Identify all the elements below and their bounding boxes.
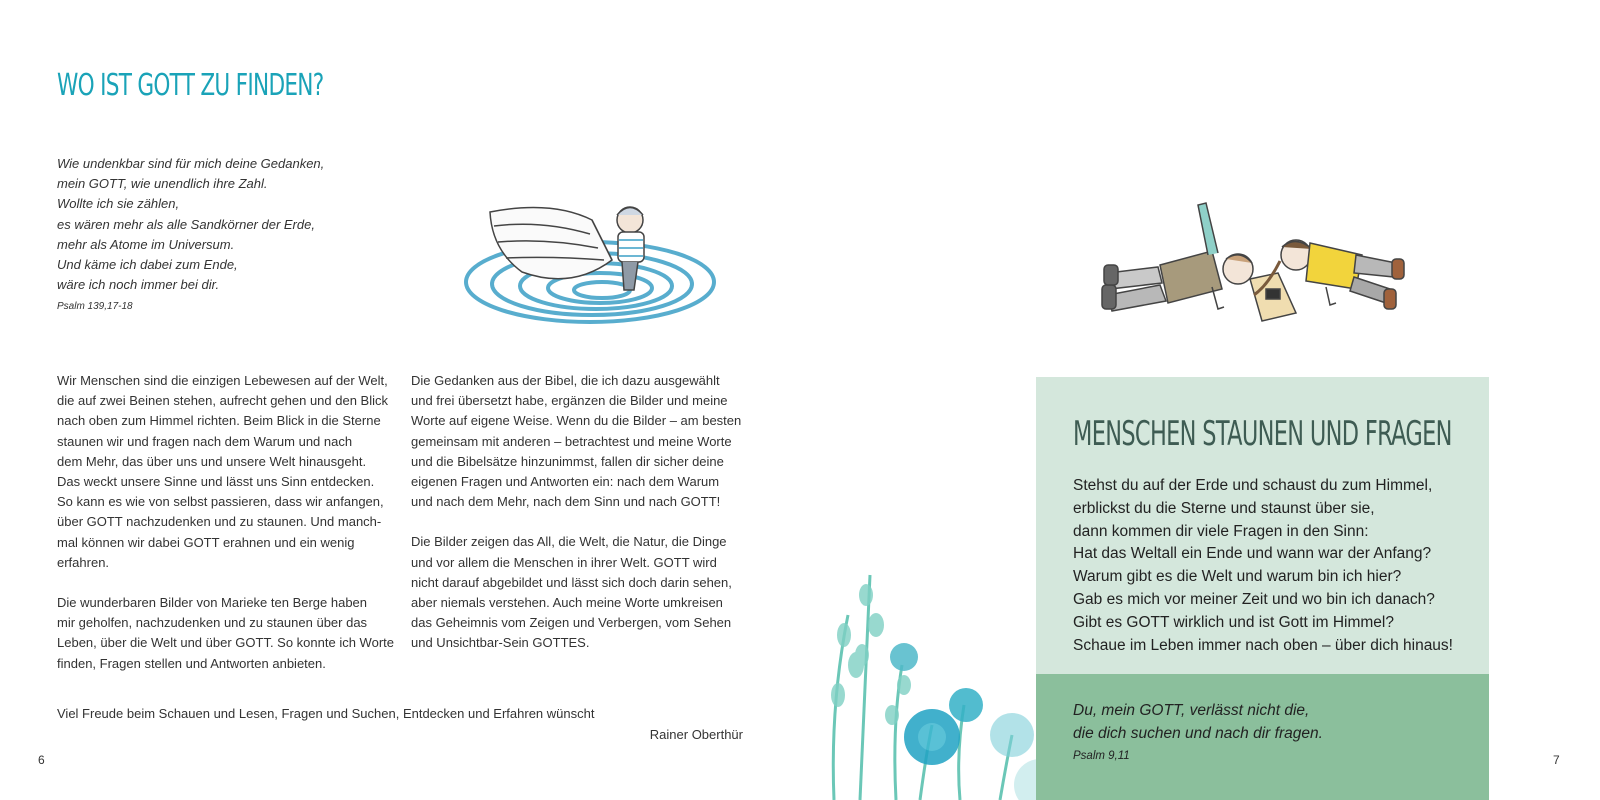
paragraph: [57, 371, 393, 573]
page-number: 7: [1553, 753, 1560, 767]
text-line: und Unsichtbar-Sein GOTTES.: [411, 635, 590, 651]
verse-reference: Psalm 9,11: [1073, 749, 1130, 762]
text-line: und vor allem die Menschen in ihrer Welt. GOTT wird: [411, 554, 717, 570]
psalm-line: es wären mehr als alle Sandkörner der Erde,: [57, 216, 315, 232]
text-line: Leben, über die Welt und über GOTT. So konnte ich Worte: [57, 635, 394, 651]
text-line: gemeinsam mit anderen – betrachtest und meine Worte: [411, 433, 732, 449]
box-line: Gab es mich vor meiner Zeit und wo bin ich danach?: [1073, 590, 1435, 608]
paragraph: [411, 532, 747, 653]
box-title: MENSCHEN STAUNEN UND FRAGEN: [1073, 414, 1452, 454]
text-column-2: [411, 371, 747, 674]
box-line: erblickst du die Sterne und staunst über sie,: [1073, 499, 1375, 517]
text-line: das Geheimnis vom Zeigen und Verbergen, vom Sehen: [411, 615, 732, 631]
text-line: und die Bibelsätze hinzunimmst, fallen dir sicher deine: [411, 453, 724, 469]
text-line: Die Bilder zeigen das All, die Welt, die Natur, die Dinge: [411, 534, 727, 550]
text-line: Die wunderbaren Bilder von Marieke ten Berge haben: [57, 595, 368, 611]
closing-line: Viel Freude beim Schauen und Lesen, Fragen und Suchen, Entdecken und Erfahren wünscht: [57, 706, 595, 721]
text-line: dem Mehr, das über uns und unsere Welt hinausgeht.: [57, 453, 367, 469]
psalm-quote: [57, 154, 324, 318]
psalm-reference: Psalm 139,17-18: [57, 301, 133, 313]
text-line: und nach dem Mehr, nach dem Sinn und nach GOTT!: [411, 494, 721, 510]
text-line: Das weckt unsere Sinne und lässt uns Sinn entdecken.: [57, 474, 375, 490]
verse-line: Du, mein GOTT, verlässt nicht die,: [1073, 702, 1310, 719]
text-line: nicht darauf abgebildet und lässt sich doch darin sehen,: [411, 574, 732, 590]
text-line: So kann es wie von selbst passieren, dass wir anfangen,: [57, 494, 384, 510]
box-line: dann kommen dir viele Fragen in den Sinn:: [1073, 522, 1369, 540]
box-line: Hat das Weltall ein Ende und wann war der Anfang?: [1073, 545, 1432, 563]
paragraph: [411, 371, 747, 512]
verse-line: die dich suchen und nach dir fragen.: [1073, 724, 1323, 742]
text-line: mal können wir dabei GOTT erahnen und ein wenig: [57, 534, 355, 550]
text-line: eigenen Fragen und Antworten ein: nach dem Warum: [411, 474, 720, 490]
question-box: [1036, 377, 1489, 674]
box-line: Stehst du auf der Erde und schaust du zum Himmel,: [1073, 477, 1433, 494]
bible-verse: [1073, 700, 1323, 766]
text-line: mir geholfen, nachzudenken und zu staunen über das: [57, 615, 368, 631]
children-lying-illustration: [1100, 185, 1410, 335]
paragraph: [57, 593, 393, 674]
psalm-line: Wollte ich sie zählen,: [57, 196, 180, 212]
psalm-line: Wie undenkbar sind für mich deine Gedanken,: [57, 156, 325, 171]
boy-in-boat-illustration: [462, 190, 720, 330]
text-line: und frei übersetzt habe, ergänzen die Bilder und meine: [411, 393, 728, 409]
box-line: Schaue im Leben immer nach oben – über dich hinaus!: [1073, 636, 1453, 654]
box-line: Warum gibt es die Welt und warum bin ich hier?: [1073, 568, 1402, 586]
text-line: staunen wir und fragen nach dem Warum und nach: [57, 433, 353, 449]
psalm-line: mein GOTT, wie unendlich ihre Zahl.: [57, 176, 268, 192]
text-line: die auf zwei Beinen stehen, aufrecht gehen und den Blick: [57, 393, 389, 409]
text-line: über GOTT nachzudenken und zu staunen. Und manch-: [57, 514, 382, 530]
text-line: nach oben zum Himmel richten. Beim Blick in die Sterne: [57, 413, 381, 429]
box-line: Gibt es GOTT wirklich und ist Gott im Himmel?: [1073, 613, 1394, 631]
page-title: WO IST GOTT ZU FINDEN?: [57, 68, 324, 103]
text-line: Worte auf eigene Weise. Wenn du die Bilder – am besten: [411, 413, 742, 429]
psalm-line: wäre ich noch immer bei dir.: [57, 277, 220, 293]
box-text: [1073, 475, 1453, 657]
text-line: Die Gedanken aus der Bibel, die ich dazu ausgewählt: [411, 373, 720, 388]
text-line: finden, Fragen stellen und Antworten anbieten.: [57, 655, 326, 671]
text-column-1: [57, 371, 393, 694]
author-name: Rainer Oberthür: [649, 727, 743, 742]
text-line: erfahren.: [57, 554, 110, 570]
psalm-line: Und käme ich dabei zum Ende,: [57, 257, 238, 273]
page-number: 6: [38, 753, 45, 767]
text-line: aber niemals verstehen. Auch meine Worte umkreisen: [411, 595, 723, 611]
psalm-line: mehr als Atome im Universum.: [57, 236, 235, 252]
verse-box: [1036, 674, 1489, 800]
text-line: Wir Menschen sind die einzigen Lebewesen auf der Welt,: [57, 373, 388, 388]
right-page: [800, 0, 1600, 800]
